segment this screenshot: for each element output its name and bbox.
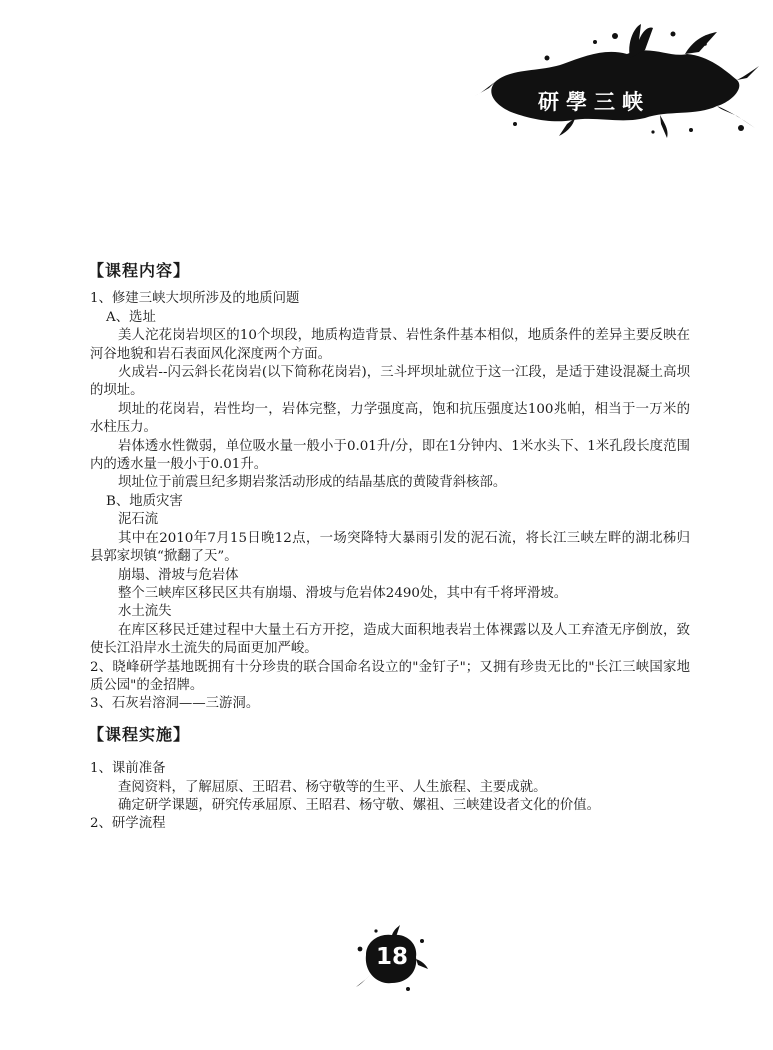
paragraph: 岩体透水性微弱，单位吸水量一般小于0.01升/分，即在1分钟内、1米水头下、1米孔段长度范围内的透水量一般小于0.01升。 [90,438,690,473]
ink-splash-header [455,20,760,140]
paragraph: 在库区移民迁建过程中大量土石方开挖，造成大面积地表岩土体裸露以及人工弃渣无序倒放，致使长江沿岸水土流失的局面更加严峻。 [90,622,690,657]
list-item: 2、晓峰研学基地既拥有十分珍贵的联合国命名设立的"金钉子"；又拥有珍贵无比的"长江三峡国家地质公园"的金招牌。 [90,659,690,693]
list-item: 2、研学流程 [90,816,166,832]
paragraph: 确定研学课题，研究传承屈原、王昭君、杨守敬、嫘祖、三峡建设者文化的价值。 [118,797,601,813]
subheading: 水土流失 [118,604,172,620]
header-title: 研學三峡 [538,89,650,114]
list-item: 1、课前准备 [90,761,166,777]
section-title-course-implementation: 【课程实施】 [88,724,191,744]
subheading: A、选址 [106,309,156,325]
subheading: 泥石流 [118,512,159,528]
main-content [90,262,690,834]
paragraph: 查阅资料，了解屈原、王昭君、杨守敬等的生平、人生旅程、主要成就。 [118,779,547,795]
paragraph: 坝址的花岗岩，岩性均一，岩体完整，力学强度高，饱和抗压强度达100兆帕，相当于一万米的水柱压力。 [90,401,690,436]
list-item: 3、石灰岩溶洞——三游洞。 [90,696,260,712]
list-item: 1、修建三峡大坝所涉及的地质问题 [90,291,300,307]
paragraph: 整个三峡库区移民区共有崩塌、滑坡与危岩体2490处，其中有千将坪滑坡。 [118,585,568,601]
ink-splash-graphic [455,20,760,140]
page-number-badge [352,925,428,993]
section-title-course-content: 【课程内容】 [88,261,191,280]
paragraph: 火成岩--闪云斜长花岗岩(以下简称花岗岩)，三斗坪坝址就位于这一江段，是适于建设混凝土高坝的坝址。 [90,365,690,399]
subheading: 崩塌、滑坡与危岩体 [118,567,239,583]
paragraph: 其中在2010年7月15日晚12点，一场突降特大暴雨引发的泥石流，将长江三峡左畔的湖北秭归县郭家坝镇“掀翻了天”。 [90,530,690,565]
paragraph: 美人沱花岗岩坝区的10个坝段，地质构造背景、岩性条件基本相似，地质条件的差异主要反映在河谷地貌和岩石表面风化深度两个方面。 [90,328,690,362]
page-number: 18 [375,944,408,970]
subheading: B、地质灾害 [106,493,183,509]
paragraph: 坝址位于前震旦纪多期岩浆活动形成的结晶基底的黄陵背斜核部。 [118,475,507,491]
